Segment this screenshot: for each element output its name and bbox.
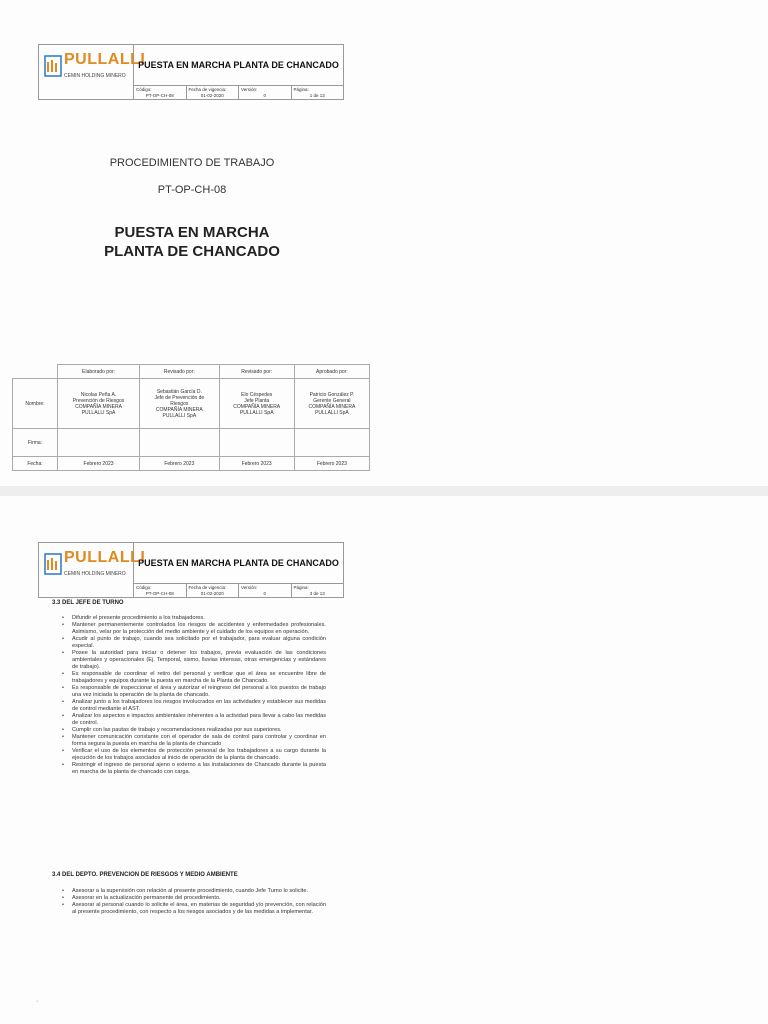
list-item: • Restringir el ingreso de personal ajeno o externo a las instalaciones de Chancado durante la puesta en marcha de la planta de chancado con carga. (60, 762, 326, 776)
header-title: PUESTA EN MARCHA PLANTA DE CHANCADO (138, 60, 339, 70)
version-value: 0 (263, 591, 266, 596)
firma-cell (219, 429, 294, 457)
list-item: • Acudir al punto de trabajo, cuando sea solicitado por el trabajador, para evaluar alguna condición especial. (60, 636, 326, 650)
company-logo (39, 543, 146, 583)
logo-subtitle: CEMIN HOLDING MINERO (64, 571, 126, 577)
list-item: • Asesorar en la actualización permanente del procedimiento. (60, 895, 326, 902)
section-3-4-title: 3.4 DEL DEPTO. PREVENCION DE RIESGOS Y MEDIO AMBIENTE (52, 872, 238, 878)
list-item: • Es responsable de inspeccionar el área y autorizar el reingreso del personal a los puestos de trabajo una vez iniciada la operación de la planta de chancado. (60, 685, 326, 699)
header-meta (133, 583, 343, 598)
page-value: 3 de 13 (309, 591, 325, 596)
list-item: • Analizar junto a los trabajadores los riesgos involucrados en las actividades y establecer sus medidas de control mediante el AST. (60, 699, 326, 713)
header-elaborado: Elaborado por: (58, 365, 140, 379)
code-label: Código: (136, 585, 152, 590)
list-item: • Verificar el uso de los elementos de protección personal de los trabajadores a su cargo durante la ejecución de los trabajos asociados al inicio de operación de la planta de chancado. (60, 748, 326, 762)
version-label: Versión: (241, 585, 258, 590)
company-logo (39, 45, 146, 85)
document-code: PT-OP-CH-08 (157, 184, 227, 196)
list-item: • Es responsable de coordinar el retiro del personal y verificar que el área se encuentre libre de trabajadores y equipos durante la puesta en marcha de la Planta de Chancado. (60, 671, 326, 685)
fecha-label: Fecha: (13, 457, 58, 471)
document-page-1 (0, 0, 768, 486)
date-value: 01-02-2020 (200, 93, 224, 98)
code-value: PT-OP-CH-08 (145, 591, 174, 596)
firma-cell (294, 429, 369, 457)
nombre-cell: Elo Céspedes Jefe Planta COMPAÑÍA MINERA PULLALLI SpA (219, 379, 294, 429)
version-value: 0 (263, 93, 266, 98)
header-title: PUESTA EN MARCHA PLANTA DE CHANCADO (138, 558, 339, 568)
nombre-cell: Patricio González P. Gerente General COMPAÑÍA MINERA PULLALLI SpA (294, 379, 369, 429)
document-title-line-1: PUESTA EN MARCHA (114, 224, 270, 241)
firma-label: Firma: (13, 429, 58, 457)
document-title-line-2: PLANTA DE CHANCADO (104, 243, 280, 260)
code-label: Código: (136, 87, 152, 92)
page-label: Página: (293, 87, 309, 92)
list-item: • Mantener permanentemente controlados los riesgos de accidentes y enfermedades profesionales. Asimismo, velar por la protección del medio ambiente y el cuidado de los equipos en operación. (60, 622, 326, 636)
list-item: • Cumplir con las pautas de trabajo y recomendaciones realizadas por sus superiores. (60, 727, 326, 734)
page-separator (0, 486, 768, 496)
list-item: • Asesorar a la supervisión con relación al presente procedimiento, cuando Jefe Turno lo solicite. (60, 888, 326, 895)
date-label: Fecha de vigencia: (188, 87, 227, 92)
approval-table (12, 364, 370, 471)
document-page-3 (0, 496, 768, 1024)
page-value: 1 de 13 (309, 93, 325, 98)
page-label: Página: (293, 585, 309, 590)
header-aprobado: Aprobado por: (294, 365, 369, 379)
list-item: • Mantener comunicación constante con el operador de sala de control para controlar y coordinar en forma segura la puesta en marcha de la planta de chancado (60, 734, 326, 748)
date-label: Fecha de vigencia: (188, 585, 227, 590)
scan-mark: · (36, 998, 39, 1005)
fecha-cell: Febrero 2023 (219, 457, 294, 471)
nombre-cell: Sebastián García D. Jefe de Prevención de Riesgos COMPAÑÍA MINERA PULLALLI SpA (140, 379, 220, 429)
nombre-cell: Nicolas Peña A. Prevención de Riesgos COMPAÑÍA MINERA PULLALLI SpA (58, 379, 140, 429)
document-type: PROCEDIMIENTO DE TRABAJO (109, 157, 275, 169)
page-header (38, 44, 344, 100)
fecha-cell: Febrero 2023 (140, 457, 220, 471)
nombre-label: Nombre: (13, 379, 58, 429)
list-item: • Asesorar al personal cuando lo solicite el área, en materias de seguridad y/o prevención, con relación al presente procedimiento, con respecto a los riesgos asociados y de las medidas a implementar. (60, 902, 326, 916)
fecha-cell: Febrero 2023 (294, 457, 369, 471)
firma-cell (58, 429, 140, 457)
header-revisado-2: Revisado por: (219, 365, 294, 379)
page-header (38, 542, 344, 598)
jefe-turno-list (60, 615, 326, 776)
section-3-3-title: 3.3 DEL JEFE DE TURNO (52, 600, 124, 606)
fecha-cell: Febrero 2023 (58, 457, 140, 471)
logo-text: PULLALLI (64, 51, 146, 68)
logo-text: PULLALLI (64, 549, 146, 566)
pullalli-logo-icon (44, 552, 62, 576)
version-label: Versión: (241, 87, 258, 92)
code-value: PT-OP-CH-08 (145, 93, 174, 98)
list-item: • Posee la autoridad para iniciar o detener los trabajos, previa evaluación de las condiciones ambientales y operacionales (Ej. Temporal, sismo, lluvias intensas, otras emergencias y estándares de trabajo). (60, 650, 326, 671)
pullalli-logo-icon (44, 54, 62, 78)
firma-cell (140, 429, 220, 457)
date-value: 01-02-2020 (200, 591, 224, 596)
list-item: • Analizar los aspectos e impactos ambientales inherentes a la actividad para llevar a cabo las medidas de control. (60, 713, 326, 727)
logo-subtitle: CEMIN HOLDING MINERO (64, 73, 126, 79)
prevencion-list (60, 888, 326, 916)
header-revisado-1: Revisado por: (140, 365, 220, 379)
list-item: • Difundir el presente procedimiento a los trabajadores. (60, 615, 326, 622)
header-meta (133, 85, 343, 100)
